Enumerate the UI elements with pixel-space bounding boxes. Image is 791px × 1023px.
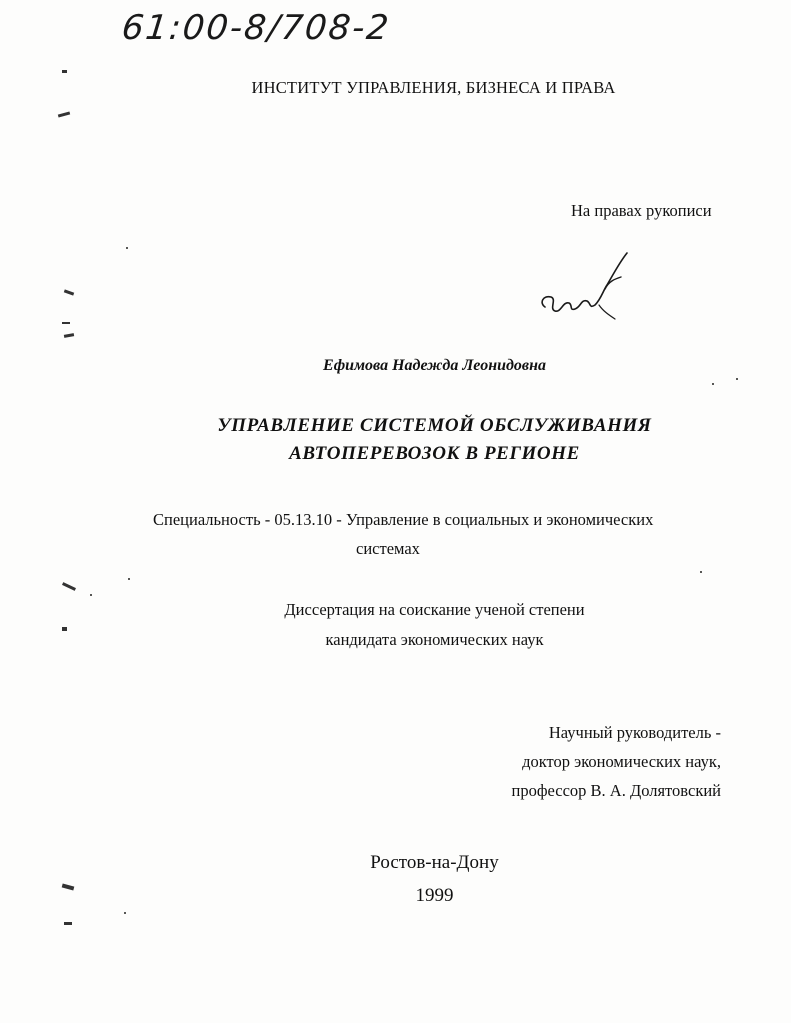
specialty-line-1: Специальность - 05.13.10 - Управление в социальных и экономических (153, 510, 654, 529)
scan-speck (62, 70, 67, 73)
handwritten-signature (535, 245, 635, 325)
scan-speck (126, 247, 128, 249)
scan-speck (64, 289, 74, 295)
scan-speck (64, 333, 74, 338)
thesis-title-line-1: УПРАВЛЕНИЕ СИСТЕМОЙ ОБСЛУЖИВАНИЯ (217, 415, 652, 436)
scan-speck (90, 594, 92, 596)
scan-speck (58, 111, 70, 117)
scan-speck (124, 912, 126, 914)
manuscript-note: На правах рукописи (571, 201, 712, 220)
scan-speck (62, 627, 67, 631)
specialty-line-2: системах (356, 539, 420, 558)
scan-speck (64, 922, 72, 925)
scan-speck (712, 383, 714, 385)
year: 1999 (415, 885, 454, 906)
scan-speck (736, 378, 738, 380)
scan-speck (62, 322, 70, 324)
dissertation-line-2: кандидата экономических наук (325, 630, 544, 649)
author-name: Ефимова Надежда Леонидовна (323, 357, 546, 374)
city: Ростов-на-Дону (370, 852, 499, 873)
adviser-line-3: профессор В. А. Долятовский (511, 781, 721, 800)
adviser-line-2: доктор экономических наук, (522, 752, 721, 771)
thesis-title-line-2: АВТОПЕРЕВОЗОК В РЕГИОНЕ (289, 443, 580, 464)
scan-speck (700, 571, 702, 573)
adviser-line-1: Научный руководитель - (548, 723, 721, 742)
scan-speck (62, 582, 76, 591)
dissertation-line-1: Диссертация на соискание ученой степени (284, 600, 585, 619)
archive-code-handwritten: 61:00-8/708-2 (119, 8, 393, 48)
scan-speck (128, 578, 130, 580)
institute-name: ИНСТИТУТ УПРАВЛЕНИЯ, БИЗНЕСА И ПРАВА (251, 78, 616, 97)
